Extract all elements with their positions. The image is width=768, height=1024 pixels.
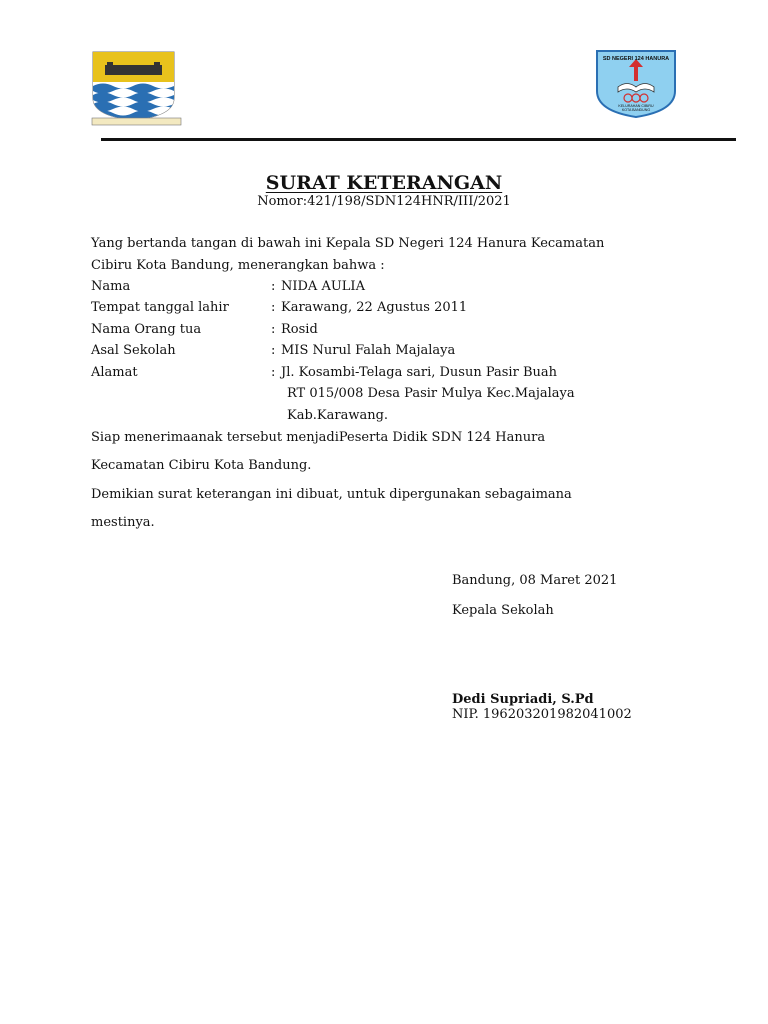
paragraph-1-line-1: Siap menerimaanak tersebut menjadiPeserta Didik SDN 124 Hanura — [91, 430, 546, 445]
letter-title: SURAT KETERANGAN — [265, 172, 503, 194]
paragraph-1-line-2: Kecamatan Cibiru Kota Bandung. — [91, 458, 312, 473]
field-value-asal-sekolah: MIS Nurul Falah Majalaya — [281, 343, 456, 358]
header-divider — [101, 138, 736, 141]
signature-position: Kepala Sekolah — [452, 603, 554, 618]
field-colon: : — [271, 343, 276, 358]
sdn-124-hanura-logo — [593, 45, 679, 120]
paragraph-2-line-1: Demikian surat keterangan ini dibuat, untuk dipergunakan sebagaimana — [91, 487, 572, 502]
field-label-orang-tua: Nama Orang tua — [91, 322, 202, 337]
field-label-nama: Nama — [91, 279, 131, 294]
logo-school-name: SD NEGERI 124 HANURA — [602, 56, 670, 62]
alamat-line-2: RT 015/008 Desa Pasir Mulya Kec.Majalaya — [287, 386, 575, 401]
letter-number: Nomor:421/198/SDN124HNR/III/2021 — [257, 194, 511, 209]
logo-kota-text: KOTA BANDUNG — [621, 108, 651, 112]
intro-line-1: Yang bertanda tangan di bawah ini Kepala SD Negeri 124 Hanura Kecamatan — [91, 236, 605, 251]
kota-bandung-logo — [89, 48, 186, 126]
field-colon: : — [271, 279, 276, 294]
field-value-orang-tua: Rosid — [281, 322, 318, 337]
alamat-line-3: Kab.Karawang. — [287, 408, 389, 423]
field-label-asal-sekolah: Asal Sekolah — [91, 343, 176, 358]
intro-line-2: Cibiru Kota Bandung, menerangkan bahwa : — [91, 258, 385, 273]
field-label-alamat: Alamat — [91, 365, 138, 380]
field-value-ttl: Karawang, 22 Agustus 2011 — [281, 300, 468, 315]
paragraph-2-line-2: mestinya. — [91, 515, 155, 530]
signatory-nip: NIP. 196203201982041002 — [452, 707, 632, 722]
field-value-alamat: Jl. Kosambi-Telaga sari, Dusun Pasir Buah — [281, 365, 557, 380]
signatory-name: Dedi Supriadi, S.Pd — [452, 692, 594, 707]
signature-place-date: Bandung, 08 Maret 2021 — [452, 573, 618, 588]
logo-kelurahan-text: KELURAHAN CIBIRU — [618, 104, 654, 108]
field-colon: : — [271, 365, 276, 380]
field-value-nama: NIDA AULIA — [281, 279, 365, 294]
field-label-ttl: Tempat tanggal lahir — [91, 300, 229, 315]
field-colon: : — [271, 300, 276, 315]
field-colon: : — [271, 322, 276, 337]
